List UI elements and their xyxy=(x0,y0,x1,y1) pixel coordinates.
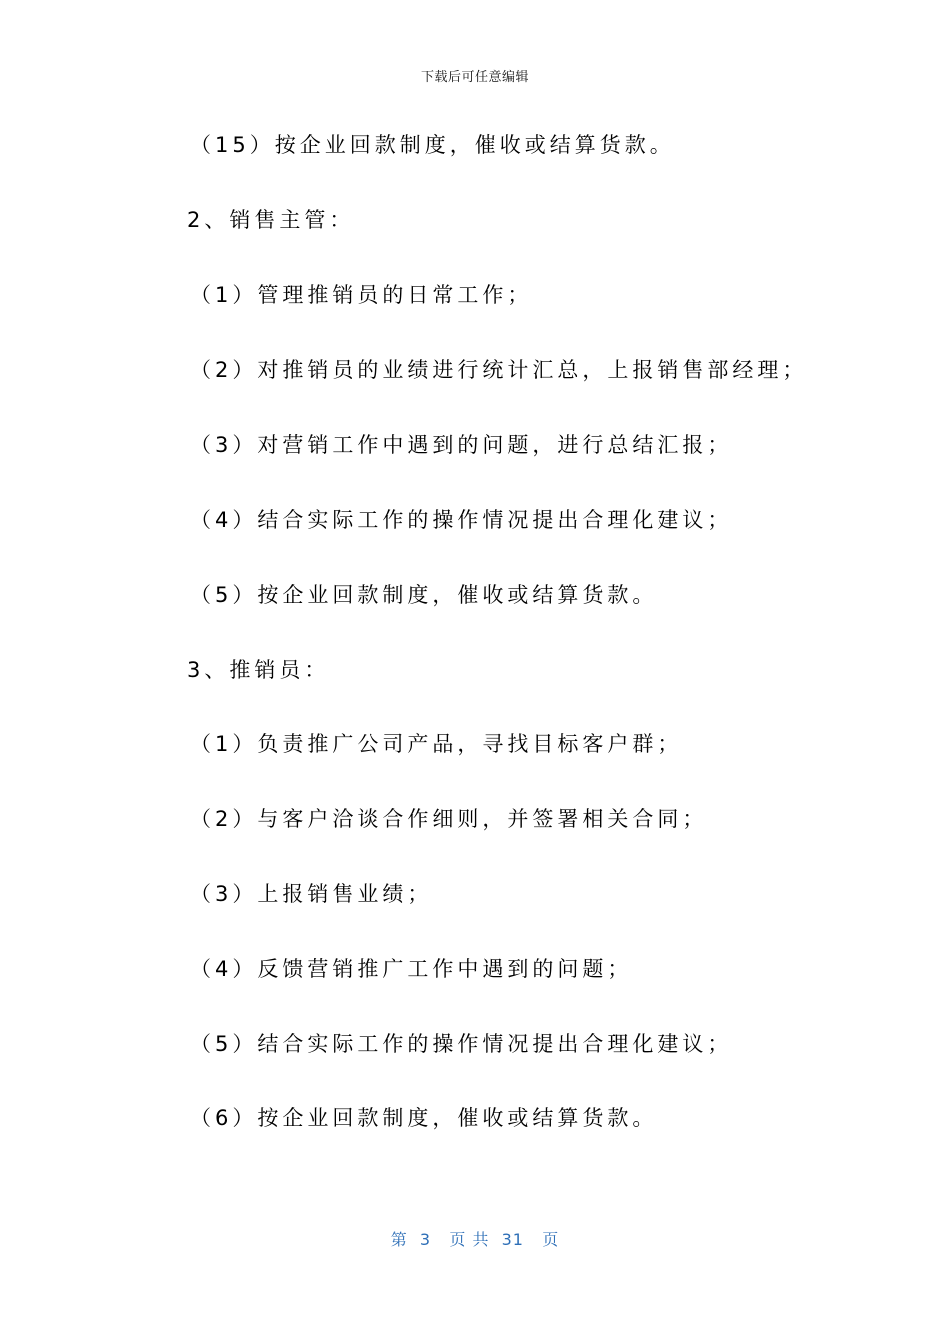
page-header: 下载后可任意编辑 xyxy=(420,70,529,85)
page-footer: 第 3 页 共 31 页 xyxy=(390,1230,560,1249)
paragraph-9: （1）负责推广公司产品，寻找目标客户群； xyxy=(190,732,683,756)
section-heading-2: 2、销售主管： xyxy=(187,208,355,232)
paragraph-5: （3）对营销工作中遇到的问题，进行总结汇报； xyxy=(190,433,733,457)
paragraph-3: （1）管理推销员的日常工作； xyxy=(190,283,533,307)
paragraph-11: （3）上报销售业绩； xyxy=(190,882,433,906)
paragraph-6: （4）结合实际工作的操作情况提出合理化建议； xyxy=(190,508,733,532)
paragraph-4: （2）对推销员的业绩进行统计汇总，上报销售部经理； xyxy=(190,358,808,382)
paragraph-1: （15）按企业回款制度，催收或结算货款。 xyxy=(190,133,675,157)
paragraph-14: （6）按企业回款制度，催收或结算货款。 xyxy=(190,1106,658,1130)
paragraph-13: （5）结合实际工作的操作情况提出合理化建议； xyxy=(190,1032,733,1056)
section-heading-3: 3、推销员： xyxy=(187,658,330,682)
paragraph-12: （4）反馈营销推广工作中遇到的问题； xyxy=(190,957,633,981)
paragraph-10: （2）与客户洽谈合作细则，并签署相关合同； xyxy=(190,807,708,831)
paragraph-7: （5）按企业回款制度，催收或结算货款。 xyxy=(190,583,658,607)
